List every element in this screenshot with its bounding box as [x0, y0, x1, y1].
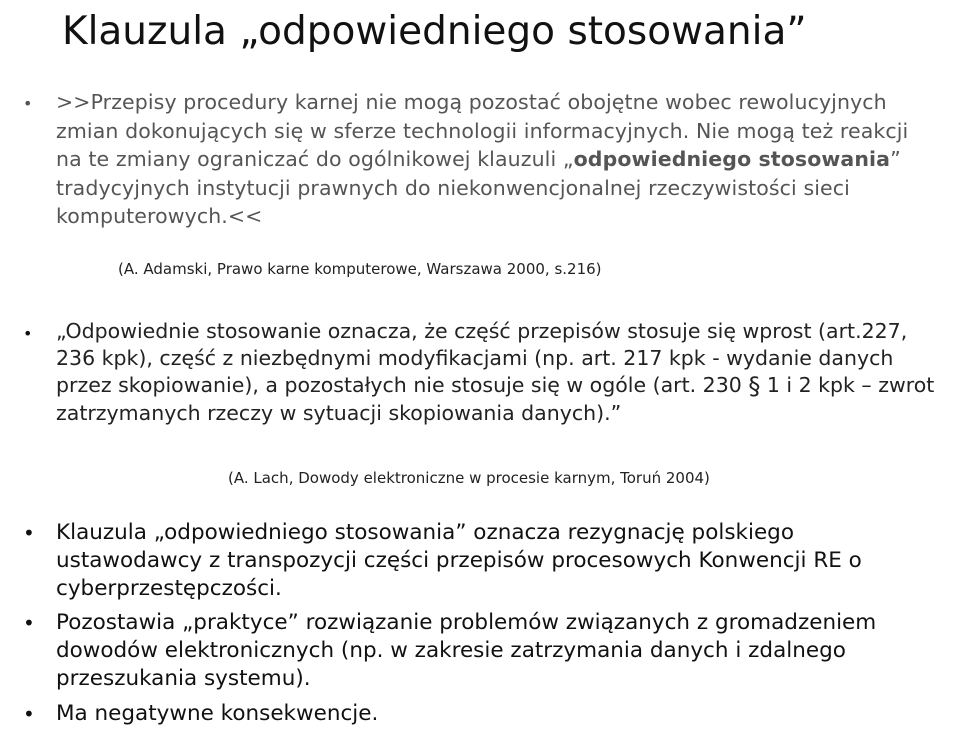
citation-lach: (A. Lach, Dowody elektroniczne w procesie karnym, Toruń 2004): [228, 469, 710, 487]
quote-text-part-a: „Odpowiednie stosowanie oznacza, że część przepisów stosuje się wprost (art.227, 236 kpk), część z niezbędnymi modyfikacjami (np. art. 217 kpk - wydanie danych przez skopiowanie), a pozostałych nie stosuje się w ogóle (art. 230: [56, 319, 908, 397]
bullet-text: Klauzula „odpowiedniego stosowania” oznacza rezygnację polskiego ustawodawcy z transpozycji części przepisów procesowych Konwencji RE o cyberprzestępczości.: [56, 520, 862, 601]
bullet-icon: •: [23, 702, 35, 726]
quote-text-bold: odpowiedniego stosowania: [573, 147, 891, 172]
quote-open-mark: >>: [56, 90, 91, 114]
bullet-icon: •: [23, 611, 35, 635]
quote-text-part-a: Przepisy procedury karnej nie mogą pozostać obojętne wobec rewolucyjnych zmian dokonujących się w sferze technologii informacyjnych. Nie mogą też reakcji na te zmiany ograniczać do ogólnikowej klauzuli „: [56, 90, 909, 172]
quote-lach: [23, 318, 936, 427]
bullet-icon: •: [23, 94, 33, 113]
quote-text-part-b: ” tradycyjnych instytucji prawnych do niekonwencjonalnej rzeczywistości sieci komputerowych.: [56, 147, 901, 229]
quote-close-mark: <<: [227, 204, 263, 229]
bullet-item-praktyka: [23, 609, 936, 693]
bullet-icon: •: [23, 324, 33, 343]
bullet-text: Pozostawia „praktyce” rozwiązanie problemów związanych z gromadzeniem dowodów elektronicznych (np. w zakresie zatrzymania danych i zdalnego przeszukania systemu).: [56, 610, 877, 691]
quote-text-part-b: 1 i 2 kpk – zwrot zatrzymanych rzeczy w sytuacji skopiowania danych).”: [56, 373, 935, 425]
bullet-icon: •: [23, 521, 35, 545]
slide-title: Klauzula „odpowiedniego stosowania”: [62, 9, 807, 54]
bullet-item-konsekwencje: [23, 700, 936, 728]
quote-adamski: [23, 88, 936, 231]
section-sign: §: [748, 372, 761, 400]
bullet-item-klauzula: [23, 519, 936, 603]
bullet-text: Ma negatywne konsekwencje.: [56, 701, 379, 726]
citation-adamski: (A. Adamski, Prawo karne komputerowe, Warszawa 2000, s.216): [118, 260, 602, 278]
